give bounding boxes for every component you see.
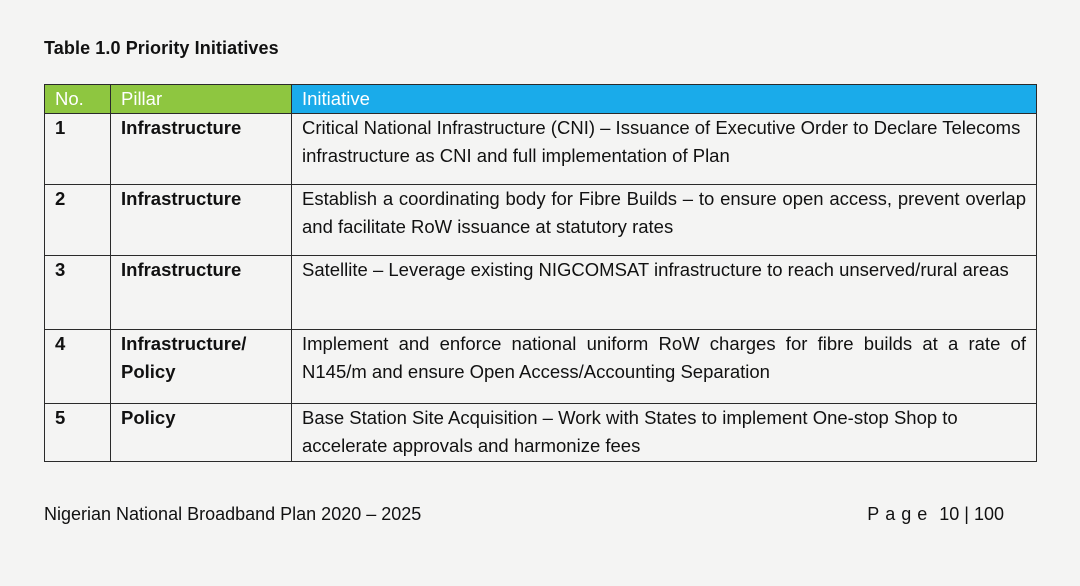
table-row bbox=[45, 114, 1037, 185]
row-initiative: Critical National Infrastructure (CNI) – Issuance of Executive Order to Declare Telecoms infrastructure as CNI and full implementation of Plan bbox=[292, 114, 1037, 185]
footer-document-title: Nigerian National Broadband Plan 2020 – 2025 bbox=[44, 504, 422, 524]
row-number: 3 bbox=[45, 256, 111, 330]
footer-page-word: Page bbox=[867, 504, 934, 524]
header-no: No. bbox=[45, 85, 111, 114]
table-header-row bbox=[45, 85, 1037, 114]
row-initiative: Establish a coordinating body for Fibre Builds – to ensure open access, prevent overlap and facilitate RoW issuance at statutory rates bbox=[292, 185, 1037, 256]
table-row bbox=[45, 256, 1037, 330]
row-pillar: Infrastructure/ Policy bbox=[111, 330, 292, 404]
header-pillar: Pillar bbox=[111, 85, 292, 114]
header-initiative: Initiative bbox=[292, 85, 1037, 114]
row-number: 4 bbox=[45, 330, 111, 404]
table-row bbox=[45, 404, 1037, 462]
row-pillar: Policy bbox=[111, 404, 292, 462]
table-row bbox=[45, 330, 1037, 404]
row-pillar: Infrastructure bbox=[111, 256, 292, 330]
row-number: 5 bbox=[45, 404, 111, 462]
row-initiative: Implement and enforce national uniform RoW charges for fibre builds at a rate of N145/m and ensure Open Access/Accounting Separation bbox=[292, 330, 1037, 404]
priority-initiatives-table bbox=[44, 84, 1037, 462]
table-caption: Table 1.0 Priority Initiatives bbox=[44, 38, 279, 58]
footer-page-indicator bbox=[867, 504, 1004, 525]
row-pillar: Infrastructure bbox=[111, 114, 292, 185]
row-number: 1 bbox=[45, 114, 111, 185]
footer-page-number: 10 | 100 bbox=[939, 504, 1004, 524]
row-initiative: Satellite – Leverage existing NIGCOMSAT infrastructure to reach unserved/rural areas bbox=[292, 256, 1037, 330]
table-row bbox=[45, 185, 1037, 256]
row-pillar: Infrastructure bbox=[111, 185, 292, 256]
row-number: 2 bbox=[45, 185, 111, 256]
row-initiative: Base Station Site Acquisition – Work with States to implement One-stop Shop to accelerate approvals and harmonize fees bbox=[292, 404, 1037, 462]
